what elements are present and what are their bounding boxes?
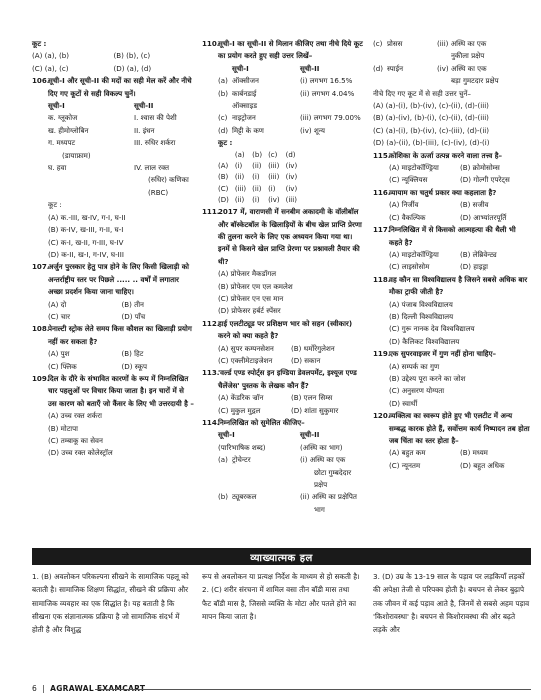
answer-2: 2. (C) शरीर संरचना में शामिल वसा तीन बॉडी मास तथा फैट बॉडी मास है, जिससे व्यक्ति के मोटा और पतले होने का मापन किया जाता है।	[202, 585, 356, 621]
option[interactable]: (C) मुकुल मुद्गल	[218, 405, 261, 415]
options	[218, 392, 364, 417]
question-115	[373, 150, 531, 187]
list-2-header: सूची-II	[300, 63, 320, 73]
list-2-item: (iii) लगभग 79.00%	[300, 113, 361, 123]
kut-cell: (iii)	[234, 184, 247, 193]
options	[389, 162, 531, 187]
solutions-title: व्याख्यात्मक हल	[250, 552, 313, 564]
list-2-item: भाग	[314, 504, 325, 514]
list-2-item: बड़ा गुमटदार प्रक्षेप	[451, 76, 499, 86]
list-2-header: सूची-II	[300, 430, 320, 440]
kut-row[interactable]	[218, 184, 303, 195]
kut-cell	[218, 150, 235, 161]
list-2-item: II. इंधन	[134, 125, 155, 135]
match-row	[48, 125, 195, 137]
question-number: 112.	[202, 318, 220, 328]
list-2-item: (RBC)	[148, 187, 169, 197]
question-109	[32, 373, 195, 460]
row-label: (d)	[373, 63, 384, 73]
list-1-item	[387, 50, 437, 62]
list-1-item: ख. हीमोग्लोबिन	[48, 125, 89, 135]
kut-cell: (i)	[234, 161, 243, 170]
option[interactable]: (C) न्यूक्लियस	[389, 175, 428, 185]
list-2-item: (ii) लगभग 4.04%	[300, 88, 355, 98]
options	[389, 249, 531, 274]
row-label: (c)	[218, 113, 228, 123]
question-text: सूची-I का सूची-II से मिलान कीजिए तथा नीचे दिये कूट का प्रयोग करते हुए सही उत्तर लिखें–	[218, 39, 363, 61]
match-row	[218, 88, 364, 100]
option[interactable]: (C) क-I, ख-II, ग-III, घ-IV	[48, 237, 124, 247]
options	[389, 447, 531, 472]
column-3	[373, 38, 531, 472]
list-1-item: स्पाईन	[387, 63, 404, 73]
kut-cell: (i)	[252, 195, 260, 204]
match-row	[48, 187, 195, 199]
match-row	[373, 50, 531, 62]
match-row	[218, 75, 364, 87]
match-header	[218, 429, 364, 441]
list-2-item: (i) अस्थि का एक	[300, 455, 346, 465]
list-2-subheader: (अस्थि का भाग)	[300, 442, 343, 452]
question-number: 113.	[202, 368, 220, 378]
question-number: 109.	[32, 373, 50, 383]
list-2-item	[300, 100, 364, 112]
match-header	[48, 100, 195, 112]
option[interactable]: (D) क-II, ख-I, ग-IV, घ-III	[48, 249, 124, 259]
list-1-item: ऑक्सीजन	[232, 76, 259, 86]
list-1-item: ट्रोचेन्टर	[232, 455, 251, 465]
option[interactable]: (C) प्रोफेसर एन एस मान	[218, 293, 284, 303]
list-2-item: (iv) अस्थि का एक	[437, 63, 487, 73]
solutions-banner	[32, 548, 531, 565]
match-subheader	[218, 442, 364, 454]
footer-separator: |	[42, 684, 45, 693]
option[interactable]: (B) सजीव	[460, 200, 489, 210]
list-1-header: सूची-I	[48, 101, 65, 111]
answer-column-3	[373, 570, 531, 636]
list-1-item	[48, 174, 134, 186]
kut-cell: (B)	[218, 173, 229, 182]
question-118	[373, 274, 531, 348]
match-row	[48, 137, 195, 149]
question-number: 116.	[373, 187, 391, 197]
row-label: (c)	[373, 39, 383, 48]
kut-label: कूट :	[48, 200, 62, 210]
match-row	[373, 38, 531, 50]
list-1-item	[48, 187, 134, 199]
question-114-continued	[373, 38, 531, 150]
kut-cell: (i)	[252, 173, 260, 182]
list-2-item: (iii) अस्थि का एक	[437, 39, 487, 48]
option[interactable]: (D) गोल्गी एपरेट्स	[460, 175, 510, 185]
question-text: 2017 में, वाराणसी में सनबीम अकादमी के वॉलीबॉल और बॉस्केटबॉल के खिलाड़ियों के बीच खेल प्राप्ति प्रेरणा की तुलना करने के लिए एक अध्ययन किया गया था। इनमें से किसने खेल प्राप्ति प्रेरणा पर प्रश्नावली तैयार की थी?	[218, 207, 362, 266]
kut-row[interactable]	[218, 195, 303, 206]
list-2-header: सूची-II	[134, 101, 154, 111]
option[interactable]: (D) शांता सुकुमार	[291, 405, 339, 415]
option[interactable]: (A) केंडरिक ज्रॉन	[218, 393, 264, 403]
match-row	[218, 100, 364, 112]
question-108	[32, 323, 195, 373]
option[interactable]: (C) तम्बाकू का सेवन	[48, 436, 103, 445]
kut-cell: (A)	[218, 161, 229, 170]
option[interactable]: (B) उद्देश्य पूरा करने का जोश	[389, 373, 466, 383]
option[interactable]: (C) लाइसोसोम	[389, 262, 430, 272]
option[interactable]: (A) सम्पर्क का गुण	[389, 361, 440, 371]
question-number: 120.	[373, 411, 391, 421]
question-107	[32, 261, 195, 323]
column-1	[32, 38, 195, 460]
kut-cell: (iii)	[268, 161, 280, 170]
match-row	[218, 454, 364, 466]
option[interactable]: (A) (a)-(i), (b)-(iv), (c)-(ii), (d)-(iii)	[373, 101, 489, 111]
question-number: 106.	[32, 76, 50, 86]
column-2	[202, 38, 364, 516]
option[interactable]: (D) स्कूप	[121, 361, 147, 371]
option[interactable]: (D) हाइड्रा	[460, 262, 488, 272]
option[interactable]: (D) उच्च रक्त कोलेस्ट्रॉल	[48, 448, 113, 458]
list-1-header: सूची-I	[218, 430, 235, 440]
list-2-item: (iv) शून्य	[300, 125, 325, 135]
question-number: 117.	[373, 225, 391, 235]
list-1-item: कार्बनडाई	[232, 88, 257, 98]
options	[389, 199, 531, 224]
match-row	[218, 467, 364, 479]
option[interactable]: (B) हिट	[121, 349, 144, 359]
option[interactable]: (C) वैकल्पिक	[389, 212, 426, 222]
list-1-item	[387, 75, 437, 87]
question-text: पेनाल्टी स्ट्रोक लेते समय किस कौशल का खिलाड़ी प्रयोग नहीं कर सकता है?	[48, 324, 192, 346]
question-120	[373, 410, 531, 472]
option[interactable]: (D) (a)-(ii), (b)-(iii), (c)-(iv), (d)-(i)	[373, 138, 490, 148]
list-2-item: नुकीला प्रक्षेप	[451, 51, 485, 61]
row-label: (b)	[218, 492, 229, 502]
question-text: अर्जुन पुरस्कार हेतु पात्र होने के लिए किसी खिलाड़ी को अन्तर्राष्ट्रीय स्तर पर पिछले ..... .. वर्षों में लगातार अच्छा प्रदर्शन किया जाना चाहिए।	[48, 262, 189, 297]
option[interactable]: (A) माइटोकॉण्ड्रिया	[389, 163, 439, 173]
row-label	[218, 504, 232, 516]
option[interactable]: (A) दो	[48, 299, 67, 309]
option[interactable]: (B) तीन	[121, 299, 144, 309]
kut-table	[218, 150, 303, 206]
option[interactable]: (A) निर्जीव	[389, 200, 419, 210]
list-2-item: IV. लाल रक्त	[134, 163, 169, 173]
page-number: 6	[32, 684, 37, 693]
option[interactable]: (C) फ्लिक	[48, 361, 77, 371]
option[interactable]: (D) आभ्यांतरपूर्ति	[460, 212, 507, 222]
row-label: (d)	[218, 125, 229, 135]
top-options	[32, 50, 195, 75]
answer-1-continued: रूप से अवलोकन या प्रत्यक्ष निर्देश के माध्यम से हो सकती है।	[202, 572, 360, 581]
list-1-item: क. ग्लूकोज	[48, 113, 78, 123]
row-label	[218, 479, 232, 491]
match-row	[218, 491, 364, 503]
kut-label: कूट :	[32, 39, 47, 48]
option[interactable]: (B) (a)-(iv), (b)-(i), (c)-(ii), (d)-(iii)	[373, 113, 489, 123]
kut-cell: (ii)	[234, 195, 245, 204]
match-row	[48, 112, 195, 124]
question-116	[373, 187, 531, 224]
option[interactable]: (C) (a)-(i), (b)-(iv), (c)-(iii), (d)-(ii)	[373, 125, 490, 135]
match-row	[218, 125, 364, 137]
question-119	[373, 348, 531, 410]
list-2-item: (ii) अस्थि का प्रक्षेपित	[300, 492, 357, 502]
match-row	[48, 174, 195, 186]
question-110	[202, 38, 364, 206]
match-row	[218, 479, 364, 491]
kut-cell: (a)	[234, 150, 245, 159]
list-1-item	[232, 479, 300, 491]
question-number: 111.	[202, 207, 220, 217]
row-label	[373, 75, 387, 87]
kut-cell: (ii)	[252, 184, 262, 193]
match-header	[218, 63, 364, 75]
match-row	[48, 150, 195, 162]
options	[48, 348, 195, 373]
option[interactable]: (C) अनुसरण योग्यता	[389, 386, 445, 396]
option[interactable]: (C) चार	[48, 311, 70, 321]
question-text: व्यक्तित्व का स्वरूप होते हुए भी एलटीट में अन्य सम्बद्ध कारक होते हैं, सर्वोत्तम कार्य निष्पादन तब होता जब चिंता का स्तर होता है–	[389, 411, 530, 445]
option[interactable]: (D) कैलिकट विश्वविद्यालय	[389, 336, 460, 346]
question-text: सूची-I और सूची-II की मदों का सही मेल करें और नीचे दिए गए कूटों से सही विकल्प चुनें।	[48, 76, 192, 98]
option[interactable]: (A) (a), (b)	[32, 51, 70, 61]
row-label	[218, 100, 232, 112]
row-label	[218, 467, 232, 479]
match-row	[373, 75, 531, 87]
kut-cell: (ii)	[252, 161, 262, 170]
list-2-item: (i) लगभग 16.5%	[300, 76, 353, 86]
question-number: 110.	[202, 39, 220, 48]
list-2-item: प्रक्षेप	[314, 480, 328, 490]
question-text: व्यायाम का चतुर्थ प्रकार क्या कहलाता है?	[389, 187, 497, 197]
option[interactable]: (B) एलन सिम्स	[291, 393, 333, 403]
answer-column-1	[32, 570, 190, 636]
list-1-item: घ. हवा	[48, 163, 67, 173]
question-number: 115.	[373, 150, 391, 160]
row-label: (b)	[218, 88, 229, 98]
option[interactable]: (A) सुपर कम्पनसेशन	[218, 343, 274, 353]
options	[218, 343, 364, 368]
answer-1: 1. (B) अवलोकन परिकल्पना सीखने के सामाजिक पहलू को बताती है। सामाजिक शिक्षण सिद्धांत, सीखने की प्रक्रिया और सामाजिक व्यवहार का एक सिद्धांत है। यह बताती है कि सीखना एक संज्ञानात्मक प्रक्रिया है जो सामाजिक संदर्भ में होती है और विशुद्ध	[32, 572, 189, 635]
option[interactable]: (A) बहुत कम	[389, 448, 426, 458]
option[interactable]: (B) क-IV, ख-III, ग-II, घ-I	[48, 225, 124, 235]
kut-cell: (ii)	[234, 173, 245, 182]
option[interactable]: (A) प्रोफेसर मैकडॉगल	[218, 269, 277, 279]
option[interactable]: (D) प्रोफेसर हर्बर्ट स्पेंसर	[218, 306, 281, 316]
question-text: दिल के दौरे के संभावित कारणों के रूप में निम्नलिखित चार पहलुओं पर विचार किया जाता है। इन चारों में से उस कारण को बताएँ जो कैंसर के लिए भी उत्तरदायी है –	[48, 373, 194, 408]
match-row	[48, 162, 195, 174]
option[interactable]: (D) स्वार्थी	[389, 398, 418, 408]
kut-cell: (C)	[218, 184, 229, 193]
match-row	[373, 63, 531, 75]
option[interactable]: (A) उच्च रक्त शर्करा	[48, 411, 102, 421]
option[interactable]: (D) बहुत अधिक	[460, 460, 505, 470]
footer-rule	[95, 689, 531, 690]
kut-row[interactable]	[218, 161, 303, 172]
option[interactable]: (B) (b), (c)	[113, 51, 151, 61]
kut-cell: (iv)	[285, 161, 298, 170]
option[interactable]: (B) प्रोफेसर एम एल कमलेश	[218, 281, 293, 291]
option[interactable]: (B) दिल्ली विश्वविद्यालय	[389, 311, 454, 321]
kut-cell: (iv)	[285, 173, 298, 182]
question-112	[202, 318, 364, 368]
kut-cell: (c)	[268, 150, 278, 159]
row-label	[373, 50, 387, 62]
option[interactable]: (D) (a), (d)	[113, 63, 152, 73]
question-text: निम्नलिखित को सुमेलित कीजिए–	[218, 418, 305, 428]
question-number: 119.	[373, 349, 391, 359]
question-text: वह कौन सा विश्वविद्यालय है जिसने सबसे अधिक बार मौका ट्राफी जीती है?	[389, 274, 528, 297]
option[interactable]: (D) पाँच	[121, 311, 146, 321]
question-number: 118.	[373, 274, 391, 284]
option[interactable]: (C) एक्लीमेटाइजेशन	[218, 356, 273, 366]
brand-logo-text: AGRAWAL EXAMCART	[50, 684, 146, 693]
kut-cell: (iv)	[268, 195, 280, 204]
option[interactable]: (A) माइटोकॉण्ड्रिया	[389, 249, 439, 259]
kut-header-row	[218, 150, 303, 161]
question-number: 107.	[32, 262, 50, 272]
question-text: 'वर्ल्ड एण्ड स्पोर्ट्स इन इण्डिया डेवलपमेंट, इश्यूज एण्ड चैलेंजेस' पुस्तक के लेखक कौन हैं?	[218, 368, 357, 390]
kut-cell: (iv)	[285, 184, 298, 193]
option[interactable]: (B) थर्मोरेगुलेशन	[291, 343, 335, 353]
kut-row[interactable]	[218, 172, 303, 183]
question-number: 114.	[202, 418, 220, 428]
row-label: (a)	[218, 455, 228, 465]
list-1-item: ट्यूबरकल	[232, 492, 257, 502]
kut-cell: (iii)	[285, 195, 297, 204]
match-row	[218, 504, 364, 516]
answer-column-2	[202, 570, 360, 623]
option[interactable]: (D) सकान	[291, 356, 321, 366]
question-number: 108.	[32, 324, 50, 334]
kut-cell: (d)	[285, 150, 296, 159]
options	[48, 299, 195, 324]
question-117	[373, 224, 531, 274]
list-2-item: (रुधिर) कणिका	[148, 175, 189, 185]
question-text: कोशिका के ऊर्जा उत्पन्न करने वाला तत्त्व है–	[389, 150, 503, 160]
kut-cell: (D)	[218, 195, 229, 204]
option[interactable]: (C) गुरू नानक देव विश्वविद्यालय	[389, 324, 475, 334]
instruction-text: नीचे दिए गए कूट में से सही उत्तर चुनें–	[373, 88, 471, 98]
list-1-item: नाइट्रोजन	[232, 113, 256, 123]
option[interactable]: (B) क्रोमोसोम्स	[460, 163, 500, 173]
list-2-item: III. रुधिर शर्करा	[134, 138, 176, 148]
answer-3: 3. (D) उम्र के 13-19 साल के पड़ाव पर लड़कियाँ लड़कों की अपेक्षा तेजी से परिपक्व होती है। बचपन से लेकर बुढ़ापे तक जीवन में कई पड़ाव आते है, जिनमें से सबसे अहम पड़ाव 'किशोरावस्था' है। बचपन से किशोरावस्था की ओर बढ़ते लड़के और	[373, 572, 530, 635]
option[interactable]: (A) क.-III, ख-IV, ग-I, घ-II	[48, 212, 126, 222]
option[interactable]: (B) मोटापा	[48, 423, 79, 433]
question-text: एक सुपरवाइजर में गुण नहीं होना चाहिए–	[389, 349, 497, 359]
kut-cell: (b)	[252, 150, 263, 159]
list-1-item: मिट्टी के कण	[232, 125, 264, 135]
list-1-item: प्रोसस	[387, 39, 403, 48]
list-2-item: छोटा गुम्बदेदार	[314, 467, 352, 477]
list-2-item: I. श्वास की पेशी	[134, 113, 177, 123]
question-106	[32, 75, 195, 261]
list-1-item	[232, 504, 300, 516]
list-1-item: (डायाफ्राम)	[62, 150, 91, 160]
option[interactable]: (B) लेब्रिवेन्ट्य	[460, 249, 497, 259]
question-114	[202, 417, 364, 516]
list-1-header: सूची-I	[232, 63, 249, 73]
kut-cell: (iii)	[268, 173, 280, 182]
list-1-subheader: (पारिभाषिक शब्द)	[218, 442, 266, 452]
question-text: निम्नलिखित में से किसको आत्महत्या की थैली भी कहते है?	[389, 225, 516, 247]
list-1-item: ग. मध्यपट	[48, 138, 76, 148]
option[interactable]: (A) पंजाब विश्वविद्यालय	[389, 299, 453, 309]
kut-cell: (i)	[268, 184, 276, 193]
question-113	[202, 367, 364, 417]
list-1-item: ऑक्साइड	[232, 101, 257, 111]
option[interactable]: (A) पुश	[48, 349, 70, 359]
row-label: (a)	[218, 76, 228, 86]
option[interactable]: (C) (a), (c)	[32, 63, 69, 73]
option[interactable]: (B) मध्यम	[460, 448, 488, 458]
kut-label: कूट :	[218, 138, 233, 148]
question-text: हाई एलटीट्यूड पर प्रशिक्षण भार को सहन (स्वीकार) करने को क्या कहते है?	[218, 318, 353, 341]
list-1-item	[232, 467, 300, 479]
question-111	[202, 206, 364, 318]
list-2-item	[134, 150, 195, 162]
match-row	[218, 112, 364, 124]
option[interactable]: (C) न्यूनतम	[389, 460, 421, 470]
